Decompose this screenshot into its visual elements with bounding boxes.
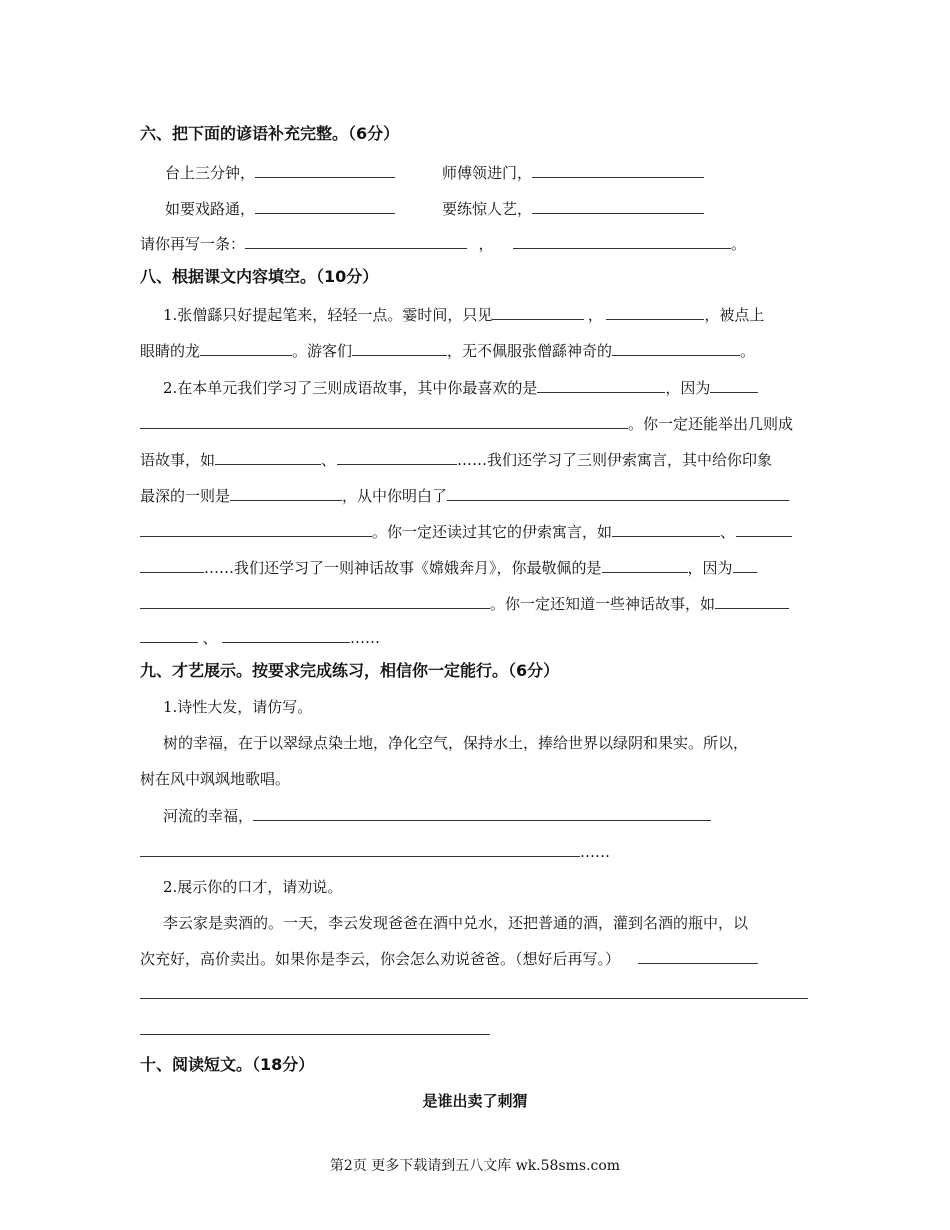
q8-2-text-d: 语故事，如 bbox=[140, 451, 216, 469]
q9-1-ellipsis: …… bbox=[580, 843, 610, 861]
q8-2-blank-12[interactable] bbox=[602, 557, 688, 573]
proverb-2-text: 师傅领进门， bbox=[442, 164, 533, 182]
q9-2-answer-blank-3[interactable] bbox=[140, 1034, 490, 1035]
q8-2-line-2 bbox=[140, 413, 793, 434]
q8-2-blank-13[interactable] bbox=[733, 557, 757, 573]
q8-2-blank-9[interactable] bbox=[612, 521, 720, 537]
write-another-period: 。 bbox=[731, 235, 747, 253]
q8-1-blank-1[interactable] bbox=[492, 304, 584, 320]
section-9-heading: 九、才艺展示。按要求完成练习，相信你一定能行。（6分） bbox=[140, 661, 560, 680]
q8-1-blank-4[interactable] bbox=[352, 340, 447, 356]
q8-2-blank-8[interactable] bbox=[140, 521, 372, 537]
page-footer: 第2页 更多下载请到五八文库 wk.58sms.com bbox=[329, 1158, 621, 1174]
q8-1-text-d: 眼睛的龙 bbox=[140, 342, 201, 360]
proverb-2 bbox=[442, 162, 704, 183]
q8-1-text-b: ， bbox=[587, 306, 603, 324]
proverb-3 bbox=[165, 198, 395, 219]
q8-2-blank-14[interactable] bbox=[140, 593, 490, 609]
q8-1-line-2 bbox=[140, 340, 755, 361]
q8-2-blank-7[interactable] bbox=[447, 485, 789, 501]
q8-2-text-e: 、 bbox=[321, 451, 337, 469]
q8-2-line-4 bbox=[140, 485, 789, 506]
q9-1-poem-line-2: 树在风中飒飒地歌唱。 bbox=[140, 770, 291, 788]
q8-2-blank-2[interactable] bbox=[710, 377, 758, 393]
q8-2-text-i: 。你一定还读过其它的伊索寓言，如 bbox=[372, 523, 613, 541]
section-6-heading: 六、把下面的谚语补充完整。（6分） bbox=[140, 124, 400, 143]
q8-2-text-m: 。你一定还知道一些神话故事，如 bbox=[490, 595, 716, 613]
q8-2-text-h: ，从中你明白了 bbox=[342, 487, 448, 505]
q9-1-river-blank-1[interactable] bbox=[253, 805, 711, 821]
q8-2-text-j: 、 bbox=[720, 523, 736, 541]
q9-2-story-text-b: 次充好，高价卖出。如果你是李云，你会怎么劝说爸爸。（想好后再写。） bbox=[140, 950, 621, 968]
q9-1-river-label: 河流的幸福， bbox=[163, 807, 254, 825]
q9-1-poem-line-1: 树的幸福，在于以翠绿点染土地，净化空气，保持水土，捧给世界以绿阴和果实。所以， bbox=[163, 734, 749, 752]
proverb-1 bbox=[165, 162, 395, 183]
q8-2-text-l: ，因为 bbox=[687, 559, 733, 577]
q8-2-text-b: ，因为 bbox=[665, 379, 711, 397]
reading-title: 是谁出卖了刺猬 bbox=[422, 1092, 528, 1110]
q8-2-text-k: ……我们还学习了一则神话故事《嫦娥奔月》，你最敬佩的是 bbox=[204, 559, 602, 577]
proverb-3-text: 如要戏路通， bbox=[165, 200, 256, 218]
section-8-heading: 八、根据课文内容填空。（10分） bbox=[140, 267, 379, 286]
q9-2-answer-blank-1[interactable] bbox=[638, 948, 758, 964]
q9-2-answer-blank-2[interactable] bbox=[140, 998, 808, 999]
q8-2-text-c: 。你一定还能举出几则成 bbox=[628, 415, 794, 433]
q8-2-blank-1[interactable] bbox=[537, 377, 665, 393]
q8-2-blank-10[interactable] bbox=[736, 521, 792, 537]
write-another-comma: ， bbox=[478, 235, 494, 253]
q8-1-line-1 bbox=[163, 304, 764, 325]
q8-2-line-7 bbox=[140, 593, 789, 614]
q8-1-blank-5[interactable] bbox=[612, 340, 740, 356]
q9-2-story-line-2 bbox=[140, 948, 758, 969]
write-another-label: 请你再写一条： bbox=[140, 235, 246, 253]
q8-2-line-1 bbox=[163, 377, 758, 398]
q8-1-blank-3[interactable] bbox=[200, 340, 292, 356]
section-10-heading: 十、阅读短文。（18分） bbox=[140, 1055, 315, 1074]
proverb-4 bbox=[442, 198, 704, 219]
q8-2-line-5 bbox=[140, 521, 792, 542]
write-another-blank-2[interactable] bbox=[513, 233, 731, 249]
q8-2-text-a: 2.在本单元我们学习了三则成语故事，其中你最喜欢的是 bbox=[163, 379, 538, 397]
proverb-2-blank[interactable] bbox=[532, 162, 704, 178]
q9-1-title: 1.诗性大发，请仿写。 bbox=[163, 698, 313, 716]
q9-1-river-line bbox=[163, 805, 711, 826]
q8-2-blank-15[interactable] bbox=[715, 593, 789, 609]
q8-2-line-6 bbox=[140, 557, 757, 578]
q8-2-line-8 bbox=[140, 627, 380, 648]
proverb-4-text: 要练惊人艺， bbox=[442, 200, 533, 218]
q8-2-text-g: 最深的一则是 bbox=[140, 487, 231, 505]
proverb-1-text: 台上三分钟， bbox=[165, 164, 256, 182]
q8-2-text-n: 、 bbox=[202, 629, 218, 647]
proverb-4-blank[interactable] bbox=[532, 198, 704, 214]
q8-2-blank-17[interactable] bbox=[222, 627, 350, 643]
proverb-1-blank[interactable] bbox=[255, 162, 395, 178]
q8-1-text-f: ，无不佩服张僧繇神奇的 bbox=[447, 342, 613, 360]
write-another-line bbox=[140, 233, 746, 254]
q9-2-story-line-1: 李云家是卖酒的。一天，李云发现爸爸在酒中兑水，还把普通的酒，灌到名酒的瓶中，以 bbox=[163, 914, 749, 932]
q8-2-text-f: ……我们还学习了三则伊索寓言，其中给你印象 bbox=[457, 451, 773, 469]
q8-2-blank-3[interactable] bbox=[140, 413, 628, 429]
q8-1-text-a: 1.张僧繇只好提起笔来，轻轻一点。霎时间，只见 bbox=[163, 306, 493, 324]
q8-1-text-g: 。 bbox=[740, 342, 756, 360]
q8-1-text-c: ，被点上 bbox=[704, 306, 765, 324]
q8-2-blank-6[interactable] bbox=[230, 485, 342, 501]
q9-1-river-blank-2[interactable] bbox=[140, 841, 580, 857]
q8-2-line-3 bbox=[140, 449, 772, 470]
q8-2-blank-11[interactable] bbox=[140, 557, 204, 573]
q8-1-text-e: 。游客们 bbox=[292, 342, 353, 360]
q8-2-blank-4[interactable] bbox=[215, 449, 321, 465]
q9-2-title: 2.展示你的口才，请劝说。 bbox=[163, 878, 343, 896]
proverb-3-blank[interactable] bbox=[255, 198, 395, 214]
q8-1-blank-2[interactable] bbox=[606, 304, 704, 320]
q9-1-river-line-2 bbox=[140, 841, 610, 862]
q8-2-blank-16[interactable] bbox=[140, 627, 198, 643]
q8-2-blank-5[interactable] bbox=[337, 449, 457, 465]
write-another-blank-1[interactable] bbox=[245, 233, 467, 249]
q8-2-text-o: …… bbox=[350, 629, 380, 647]
